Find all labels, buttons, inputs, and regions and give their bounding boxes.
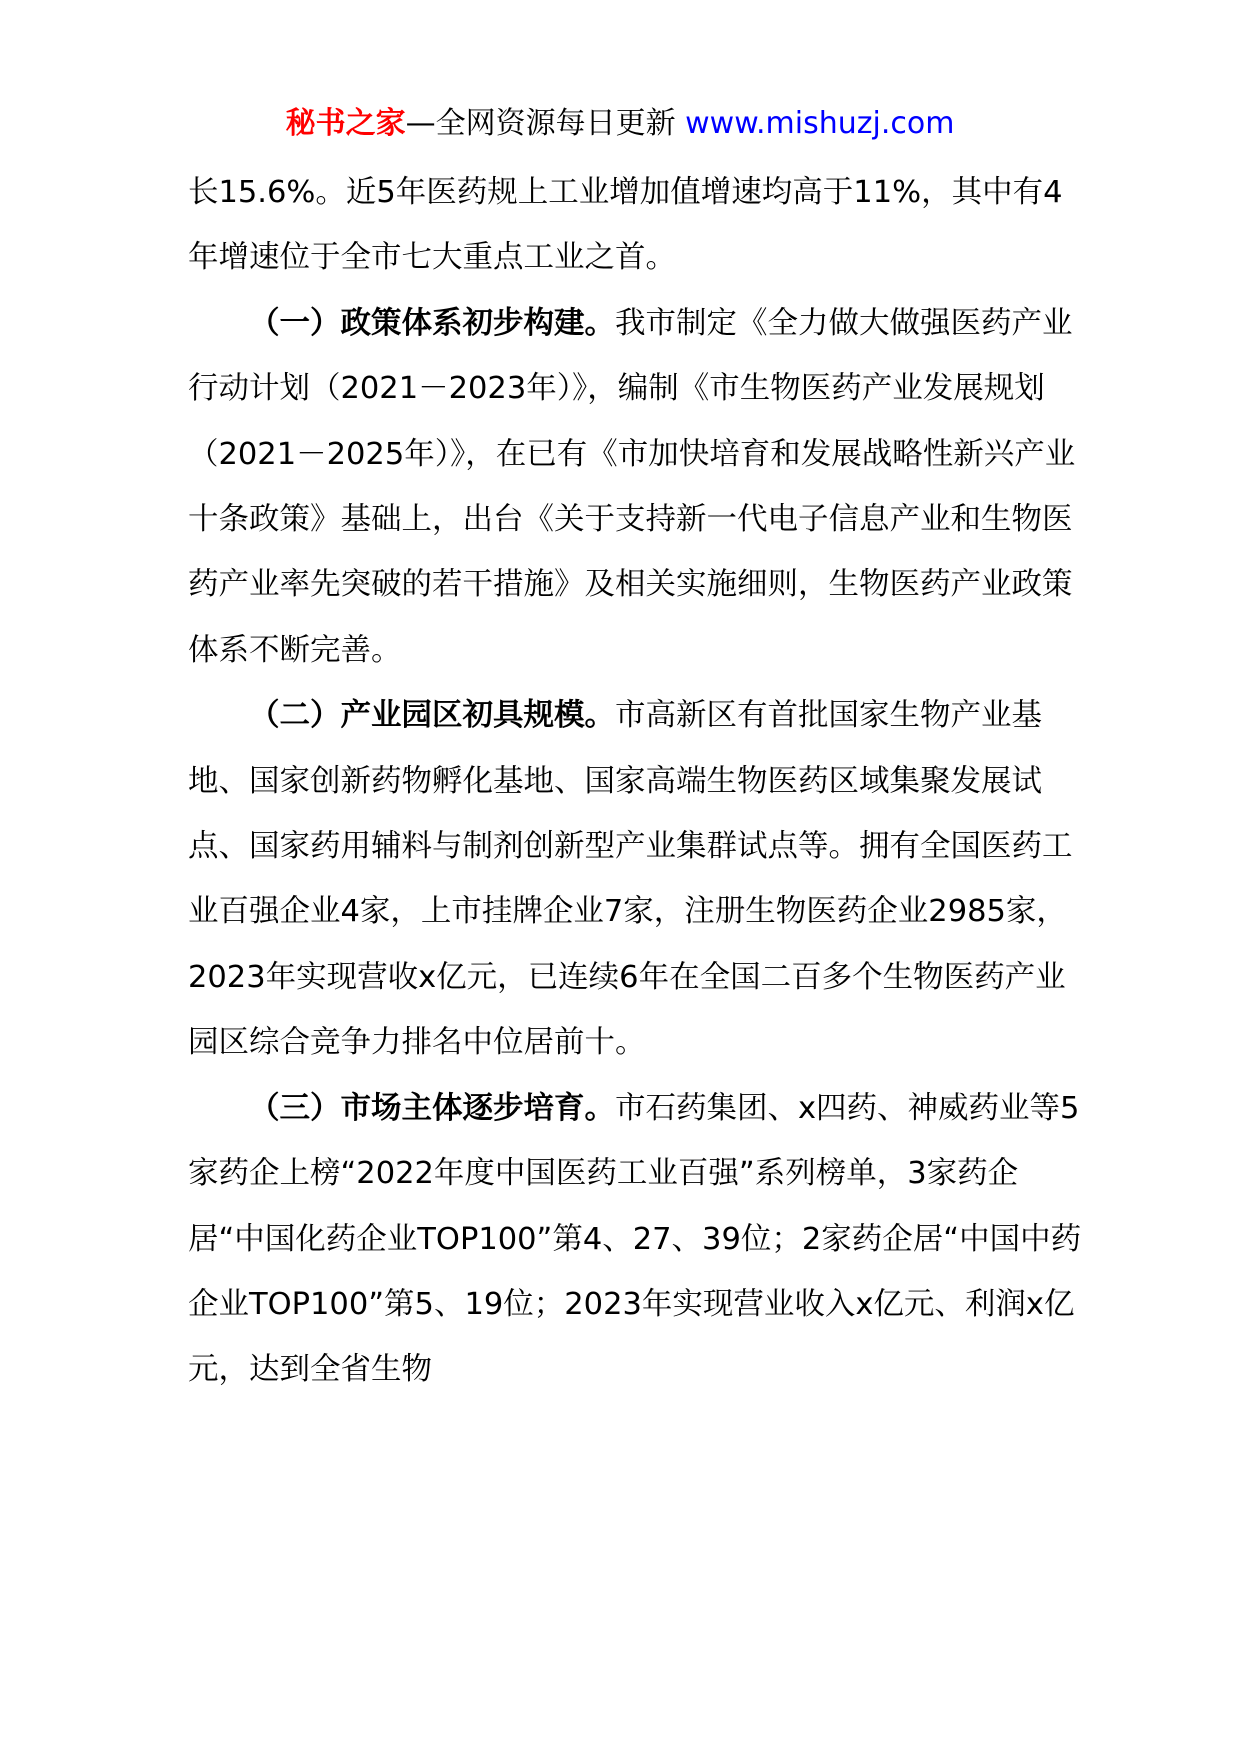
document-header	[0, 102, 1240, 146]
paragraph-heading: （三）市场主体逐步培育。	[249, 1090, 615, 1126]
paragraph-heading: （一）政策体系初步构建。	[249, 305, 615, 341]
body-paragraph-market	[188, 1076, 1088, 1403]
paragraph-heading: （二）产业园区初具规模。	[249, 698, 615, 734]
paragraph-text: 市石药集团、x四药、神威药业等5家药企上榜“2022年度中国医药工业百强”系列榜单，3家药企居“中国化药企业TOP100”第4、27、39位；2家药企居“中国中药企业TOP100”第5、19位；2023年实现营业收入x亿元、利润x亿元，达到全省生物	[188, 1090, 1082, 1388]
body-paragraph-continuation	[188, 160, 1088, 291]
body-paragraph-policy	[188, 291, 1088, 683]
header-url-link[interactable]: www.mishuzj.com	[685, 106, 955, 141]
document-body	[188, 160, 1088, 1403]
header-tagline: —全网资源每日更新	[405, 106, 686, 141]
paragraph-text: 我市制定《全力做大做强医药产业行动计划（2021－2023年）》，编制《市生物医药产业发展规划（2021－2025年）》，在已有《市加快培育和发展战略性新兴产业十条政策》基础上，出台《关于支持新一代电子信息产业和生物医药产业率先突破的若干措施》及相关实施细则，生物医药产业政策体系不断完善。	[188, 305, 1076, 668]
header-brand: 秘书之家	[285, 106, 406, 141]
paragraph-text: 市高新区有首批国家生物产业基地、国家创新药物孵化基地、国家高端生物医药区域集聚发展试点、国家药用辅料与制剂创新型产业集群试点等。拥有全国医药工业百强企业4家，上市挂牌企业7家，注册生物医药企业2985家，2023年实现营收x亿元，已连续6年在全国二百多个生物医药产业园区综合竞争力排名中位居前十。	[188, 698, 1073, 1061]
paragraph-text: 长15.6%。近5年医药规上工业增加值增速均高于11%，其中有4年增速位于全市七大重点工业之首。	[188, 175, 1063, 276]
body-paragraph-park	[188, 683, 1088, 1075]
